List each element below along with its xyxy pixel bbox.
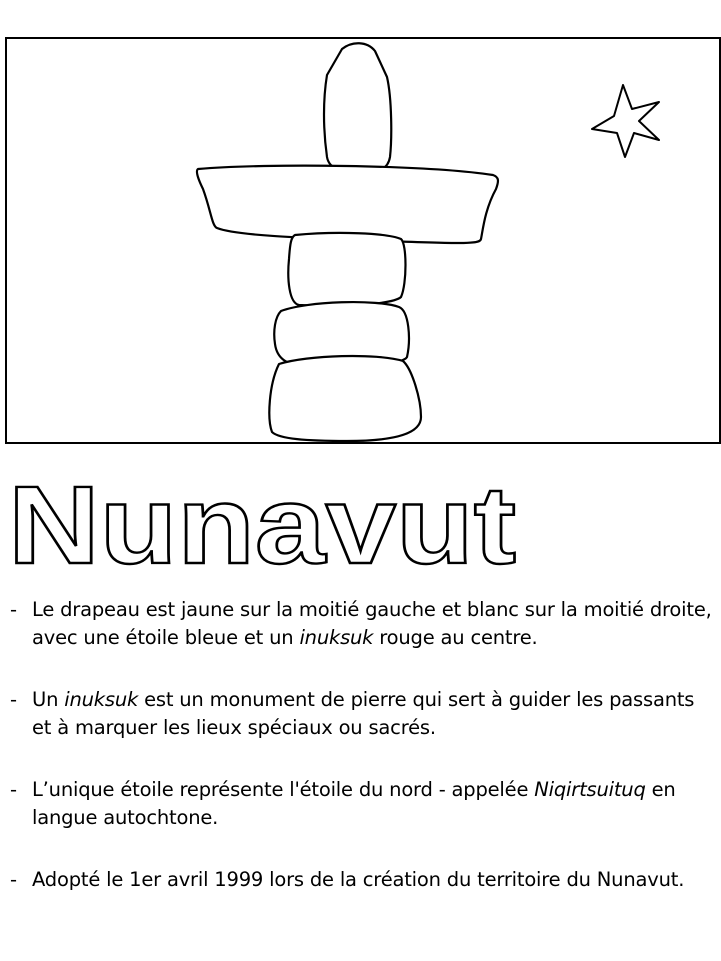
nunavut-flag bbox=[5, 37, 721, 444]
fact-text-part: est un monument de pierre qui sert à guider les passants et à marquer les lieux spéciaux ou sacrés. bbox=[32, 688, 695, 739]
fact-text-part: L’unique étoile représente l'étoile du nord - appelée bbox=[32, 778, 535, 801]
star-icon bbox=[592, 85, 659, 157]
fact-text-part: Le drapeau est jaune sur la moitié gauche et blanc sur la moitié droite, avec une étoile bleue et un bbox=[32, 598, 712, 649]
bullet-dash: - bbox=[10, 868, 17, 891]
fact-item bbox=[10, 776, 715, 832]
inuksuk-top-stone bbox=[324, 43, 391, 173]
inuksuk-arms-stone bbox=[197, 166, 498, 243]
fact-text-part: Adopté le 1er avril 1999 lors de la création du territoire du Nunavut. bbox=[32, 868, 685, 891]
fact-italic-term: Niqirtsuituq bbox=[534, 778, 646, 801]
inuksuk-base-stone bbox=[269, 356, 421, 441]
fact-item bbox=[10, 596, 715, 652]
fact-text bbox=[32, 868, 684, 891]
fact-text bbox=[32, 778, 676, 829]
bullet-dash: - bbox=[10, 778, 17, 801]
fact-text-part: Un bbox=[32, 688, 65, 711]
fact-text-part: rouge au centre. bbox=[373, 626, 538, 649]
fact-text-part: en langue autochtone. bbox=[32, 778, 676, 829]
page-title-text: Nunavut bbox=[8, 470, 516, 580]
inuksuk-icon bbox=[197, 43, 498, 441]
fact-item bbox=[10, 686, 715, 742]
fact-italic-term: inuksuk bbox=[64, 688, 139, 711]
page-title bbox=[8, 470, 528, 580]
fact-item bbox=[10, 866, 715, 894]
inuksuk-body-stone-1 bbox=[288, 233, 405, 306]
fact-text bbox=[32, 598, 712, 649]
bullet-dash: - bbox=[10, 598, 17, 621]
bullet-dash: - bbox=[10, 688, 17, 711]
facts-list bbox=[10, 596, 715, 894]
fact-text bbox=[32, 688, 694, 739]
flag-drawing bbox=[7, 39, 719, 442]
fact-italic-term: inuksuk bbox=[299, 626, 374, 649]
